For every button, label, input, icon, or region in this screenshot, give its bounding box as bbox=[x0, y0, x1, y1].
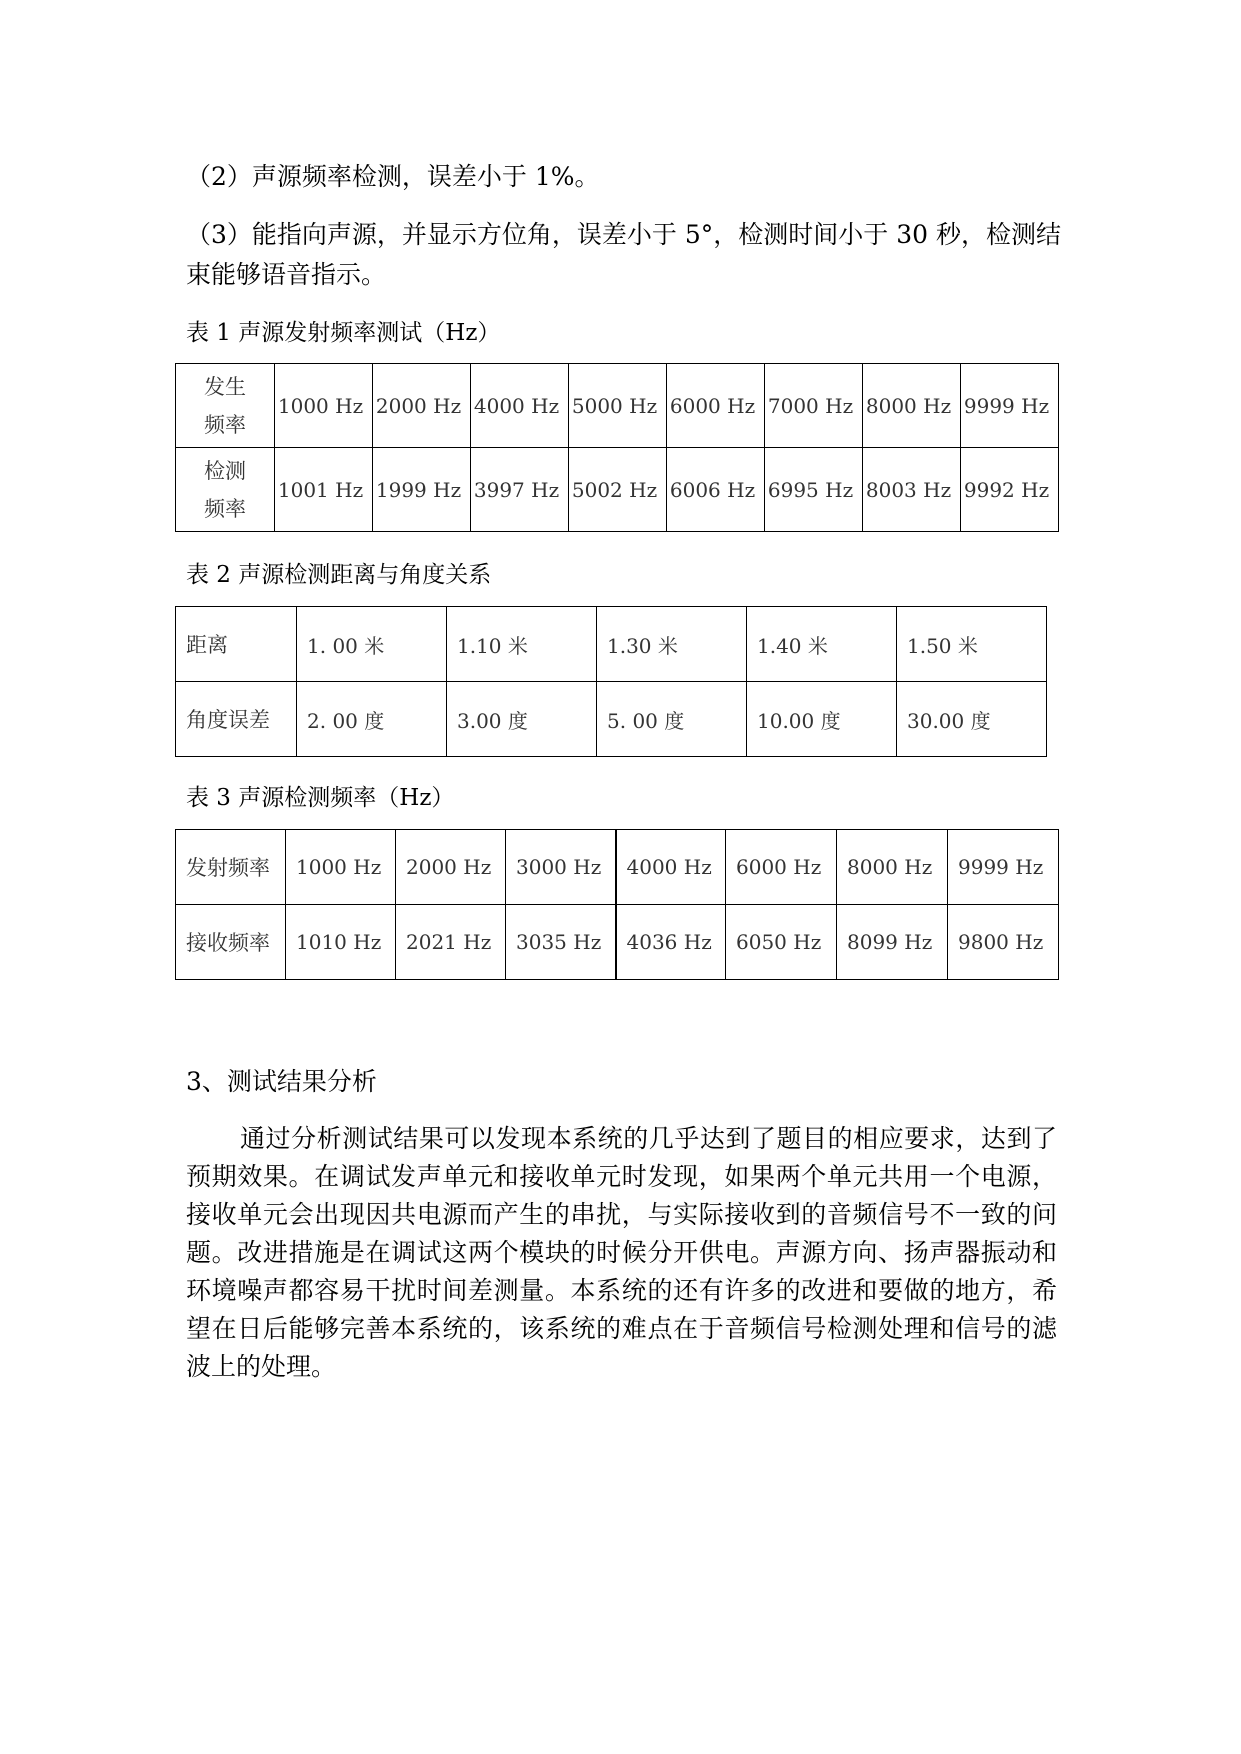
requirement-item-3-line-2: 束能够语音指示。 bbox=[186, 260, 387, 289]
requirement-item-3-line-1: （3）能指向声源，并显示方位角，误差小于 5°，检测时间小于 30 秒，检测结 bbox=[186, 220, 1061, 249]
table3-cell: 2021 Hz bbox=[396, 905, 506, 980]
table3-cell: 2000 Hz bbox=[396, 830, 506, 905]
table3-cell: 4036 Hz bbox=[616, 905, 726, 980]
table1-cell: 2000 Hz bbox=[373, 364, 471, 448]
table1-row-emitted bbox=[176, 364, 1059, 448]
table1-cell: 9999 Hz bbox=[961, 364, 1059, 448]
table1-cell: 6006 Hz bbox=[667, 448, 765, 532]
table2-cell: 1.30 米 bbox=[597, 607, 747, 682]
table2-row-angle-error bbox=[176, 682, 1047, 757]
table3-cell: 1010 Hz bbox=[286, 905, 396, 980]
table2-cell: 1.50 米 bbox=[897, 607, 1047, 682]
table3-cell: 3035 Hz bbox=[506, 905, 616, 980]
table3-cell: 8099 Hz bbox=[837, 905, 948, 980]
requirement-item-2: （2）声源频率检测，误差小于 1%。 bbox=[186, 162, 600, 191]
table1-cell: 8000 Hz bbox=[863, 364, 961, 448]
table3-cell: 8000 Hz bbox=[837, 830, 948, 905]
table1-cell: 1999 Hz bbox=[373, 448, 471, 532]
table1-caption: 表 1 声源发射频率测试（Hz） bbox=[186, 320, 501, 346]
table3-row-received bbox=[176, 905, 1059, 980]
section-heading: 3、测试结果分析 bbox=[186, 1067, 377, 1096]
table1-row-header: 检测 频率 bbox=[176, 448, 275, 532]
table1-cell: 1000 Hz bbox=[275, 364, 373, 448]
table2-cell: 1. 00 米 bbox=[297, 607, 447, 682]
table2-caption: 表 2 声源检测距离与角度关系 bbox=[186, 562, 492, 588]
analysis-paragraph: 通过分析测试结果可以发现本系统的几乎达到了题目的相应要求，达到了预期效果。在调试发声单元和接收单元时发现，如果两个单元共用一个电源，接收单元会出现因共电源而产生的串扰，与实际接收到的音频信号不一致的问题。改进措施是在调试这两个模块的时候分开供电。声源方向、扬声器振动和环境噪声都容易干扰时间差测量。本系统的还有许多的改进和要做的地方，希望在日后能够完善本系统的，该系统的难点在于音频信号检测处理和信号的滤波上的处理。 bbox=[186, 1124, 1057, 1381]
table1-cell: 3997 Hz bbox=[471, 448, 569, 532]
table1-cell: 5000 Hz bbox=[569, 364, 667, 448]
table1-cell: 1001 Hz bbox=[275, 448, 373, 532]
table1 bbox=[175, 363, 1059, 532]
table2-cell: 2. 00 度 bbox=[297, 682, 447, 757]
table3-row-header: 发射频率 bbox=[176, 830, 286, 905]
table2-cell: 1.40 米 bbox=[747, 607, 897, 682]
table3-row-header: 接收频率 bbox=[176, 905, 286, 980]
table3-cell: 9999 Hz bbox=[948, 830, 1059, 905]
table3-caption: 表 3 声源检测频率（Hz） bbox=[186, 785, 455, 811]
table1-cell: 5002 Hz bbox=[569, 448, 667, 532]
table2 bbox=[175, 606, 1047, 757]
table1-cell: 6995 Hz bbox=[765, 448, 863, 532]
table2-cell: 1.10 米 bbox=[447, 607, 597, 682]
table1-cell: 8003 Hz bbox=[863, 448, 961, 532]
table2-cell: 5. 00 度 bbox=[597, 682, 747, 757]
table2-cell: 10.00 度 bbox=[747, 682, 897, 757]
table1-cell: 7000 Hz bbox=[765, 364, 863, 448]
table1-cell: 9992 Hz bbox=[961, 448, 1059, 532]
table3-row-emitted bbox=[176, 830, 1059, 905]
table3-cell: 9800 Hz bbox=[948, 905, 1059, 980]
table1-row-detected bbox=[176, 448, 1059, 532]
table2-cell: 30.00 度 bbox=[897, 682, 1047, 757]
table1-cell: 6000 Hz bbox=[667, 364, 765, 448]
table3 bbox=[175, 829, 1059, 980]
table2-row-header: 角度误差 bbox=[176, 682, 297, 757]
table1-cell: 4000 Hz bbox=[471, 364, 569, 448]
table3-cell: 6050 Hz bbox=[726, 905, 837, 980]
table3-cell: 4000 Hz bbox=[616, 830, 726, 905]
table3-cell: 3000 Hz bbox=[506, 830, 616, 905]
table2-row-distance bbox=[176, 607, 1047, 682]
table2-row-header: 距离 bbox=[176, 607, 297, 682]
table3-cell: 6000 Hz bbox=[726, 830, 837, 905]
table1-row-header: 发生 频率 bbox=[176, 364, 275, 448]
table3-cell: 1000 Hz bbox=[286, 830, 396, 905]
table2-cell: 3.00 度 bbox=[447, 682, 597, 757]
